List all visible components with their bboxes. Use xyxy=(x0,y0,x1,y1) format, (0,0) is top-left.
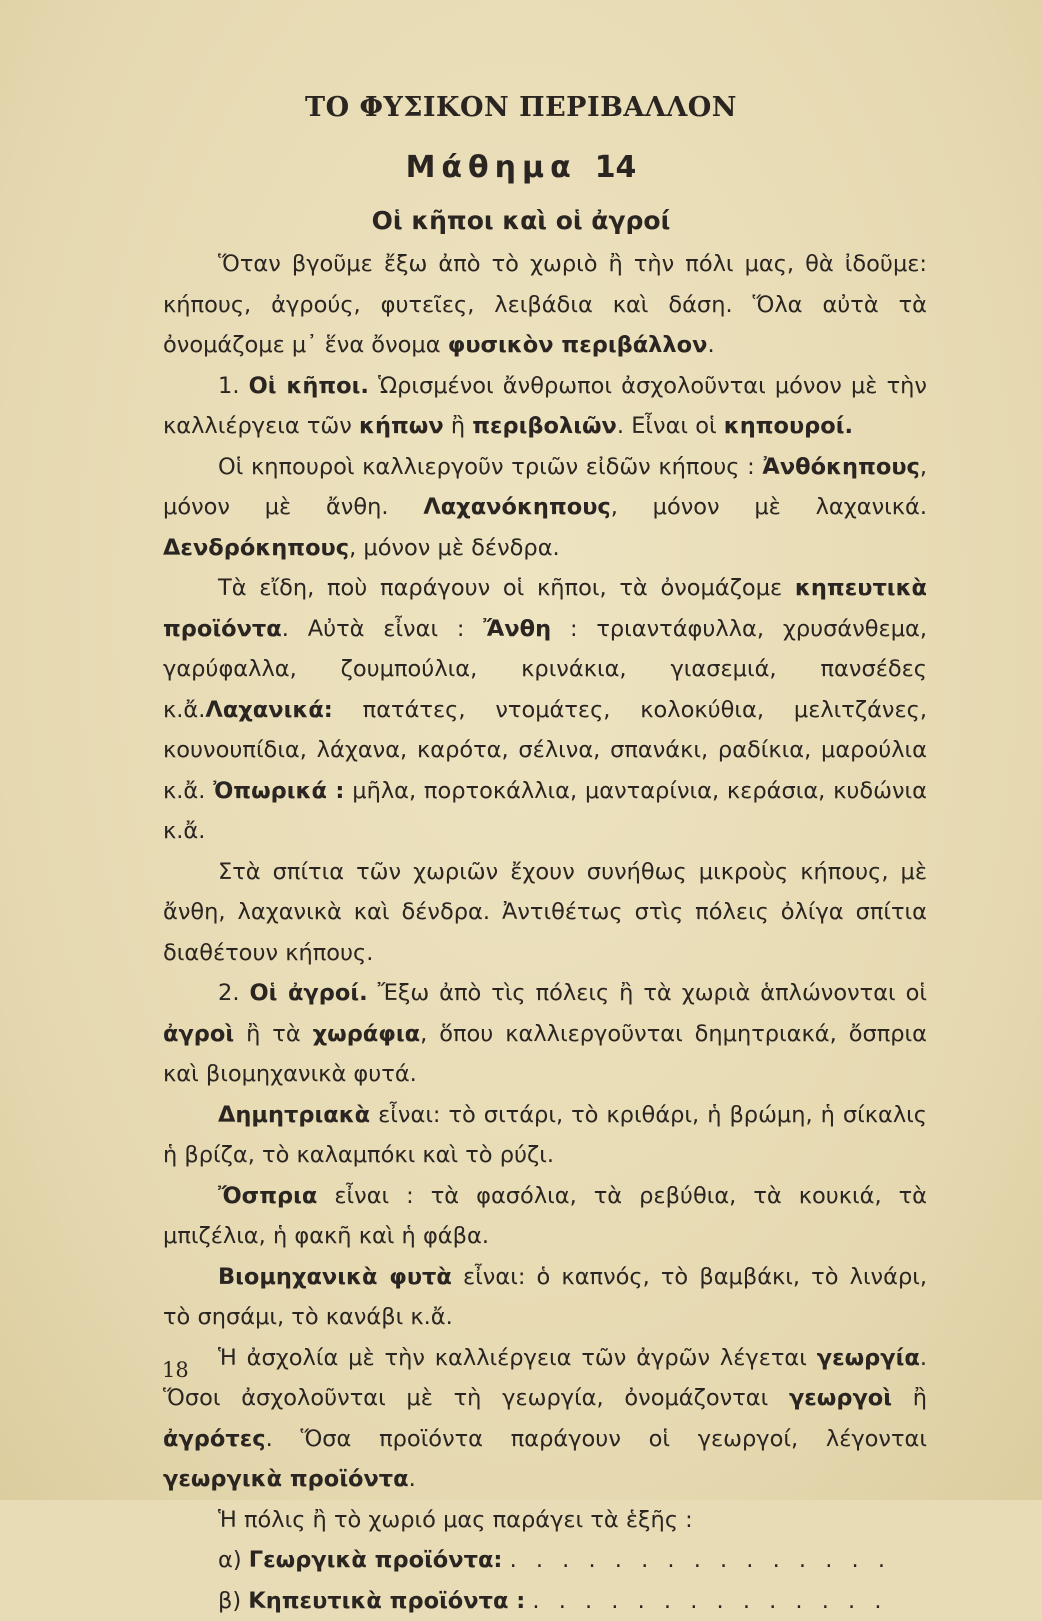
paragraph-agriculture: Ἡ ἀσχολία μὲ τὴν καλλιέργεια τῶν ἀγρῶν λέγεται γεωργία. Ὅσοι ἀσχολοῦνται μὲ τὴ γεωργία, ὀνομάζονται γεωργοὶ ἢ ἀγρότες. Ὅσα προϊόντα παράγουν οἱ γεωργοί, λέγονται γεωργικὰ προϊόντα. xyxy=(163,1338,927,1500)
term-physical-environment: φυσικὸν περιβάλλον xyxy=(448,332,708,358)
paragraph-legumes: Ὄσπρια εἶναι : τὰ φασόλια, τὰ ρεβύθια, τὰ κουκιά, τὰ μπιζέλια, ἡ φακῆ καὶ ἡ φάβα. xyxy=(163,1176,927,1257)
lesson-subtitle: Οἱ κῆποι καὶ οἱ ἀγροί xyxy=(0,206,1042,235)
page-header: ΤΟ ΦΥΣΙΚΟΝ ΠΕΡΙΒΑΛΛΟΝ xyxy=(0,92,1042,123)
paragraph-garden-types: Οἱ κηπουροὶ καλλιεργοῦν τριῶν εἰδῶν κήπους : Ἀνθόκηπους, μόνον μὲ ἄνθη. Λαχανόκηπους, μόνον μὲ λαχανικά. Δενδρόκηπους, μόνον μὲ δένδρα. xyxy=(163,447,927,569)
paragraph-exercise-prompt: Ἡ πόλις ἢ τὸ χωριό μας παράγει τὰ ἑξῆς : xyxy=(163,1500,927,1541)
paragraph-cereals: Δημητριακὰ εἶναι: τὸ σιτάρι, τὸ κριθάρι, ἡ βρώμη, ἡ σίκαλις ἡ βρίζα, τὸ καλαμπόκι καὶ τὸ ρύζι. xyxy=(163,1095,927,1176)
lesson-label: Μάθημα xyxy=(406,150,577,185)
lesson-body xyxy=(163,244,927,1621)
fill-in-blank: . . . . . . . . . . . . . . xyxy=(532,1588,887,1614)
heading-gardens: Οἱ κῆποι. xyxy=(249,373,369,399)
page-number: 18 xyxy=(162,1358,189,1382)
paragraph-fields: 2. Οἱ ἀγροί. Ἔξω ἀπὸ τὶς πόλεις ἢ τὰ χωριὰ ἁπλώνονται οἱ ἀγροὶ ἢ τὰ χωράφια, ὅπου καλλιεργοῦνται δημητριακά, ὄσπρια καὶ βιομηχανικὰ φυτά. xyxy=(163,973,927,1095)
fill-in-garden-products: β) Κηπευτικὰ προϊόντα : . . . . . . . . . . . . . . xyxy=(163,1581,927,1621)
fill-in-blank: . . . . . . . . . . . . . . . xyxy=(510,1547,891,1573)
paragraph-industrial-plants: Βιομηχανικὰ φυτὰ εἶναι: ὁ καπνός, τὸ βαμβάκι, τὸ λινάρι, τὸ σησάμι, τὸ κανάβι κ.ἄ. xyxy=(163,1257,927,1338)
lesson-number: 14 xyxy=(595,150,637,185)
fill-in-agricultural-products: α) Γεωργικὰ προϊόντα: . . . . . . . . . . . . . . . xyxy=(163,1540,927,1581)
paragraph-garden-products: Τὰ εἴδη, ποὺ παράγουν οἱ κῆποι, τὰ ὀνομάζομε κηπευτικὰ προϊόντα. Αὐτὰ εἶναι : Ἄνθη : τριαντάφυλλα, χρυσάνθεμα, γαρύφαλλα, ζουμπούλια, κρινάκια, γιασεμιά, πανσέδες κ.ἄ.Λαχανικά: πατάτες, ντομάτες, κολοκύθια, μελιτζάνες, κουνουπίδια, λάχανα, καρότα, σέλινα, σπανάκι, ραδίκια, μαρούλια κ.ἄ. Ὀπωρικά : μῆλα, πορτοκάλλια, μανταρίνια, κεράσια, κυδώνια κ.ἄ. xyxy=(163,568,927,852)
heading-fields: Οἱ ἀγροί. xyxy=(249,980,367,1006)
lesson-title xyxy=(0,150,1042,185)
paragraph-village-gardens: Στὰ σπίτια τῶν χωριῶν ἔχουν συνήθως μικροὺς κήπους, μὲ ἄνθη, λαχανικὰ καὶ δένδρα. Ἀντιθέτως στὶς πόλεις ὀλίγα σπίτια διαθέτουν κήπους. xyxy=(163,852,927,974)
paragraph-intro: Ὅταν βγοῦμε ἔξω ἀπὸ τὸ χωριὸ ἢ τὴν πόλι μας, θὰ ἰδοῦμε: κήπους, ἀγρούς, φυτεῖες, λειβάδια καὶ δάση. Ὅλα αὐτὰ τὰ ὀνομάζομε μ᾽ ἕνα ὄνομα φυσικὸν περιβάλλον. xyxy=(163,244,927,366)
paragraph-gardens: 1. Οἱ κῆποι. Ὡρισμένοι ἄνθρωποι ἀσχολοῦνται μόνον μὲ τὴν καλλιέργεια τῶν κήπων ἢ περιβολιῶν. Εἶναι οἱ κηπουροί. xyxy=(163,366,927,447)
